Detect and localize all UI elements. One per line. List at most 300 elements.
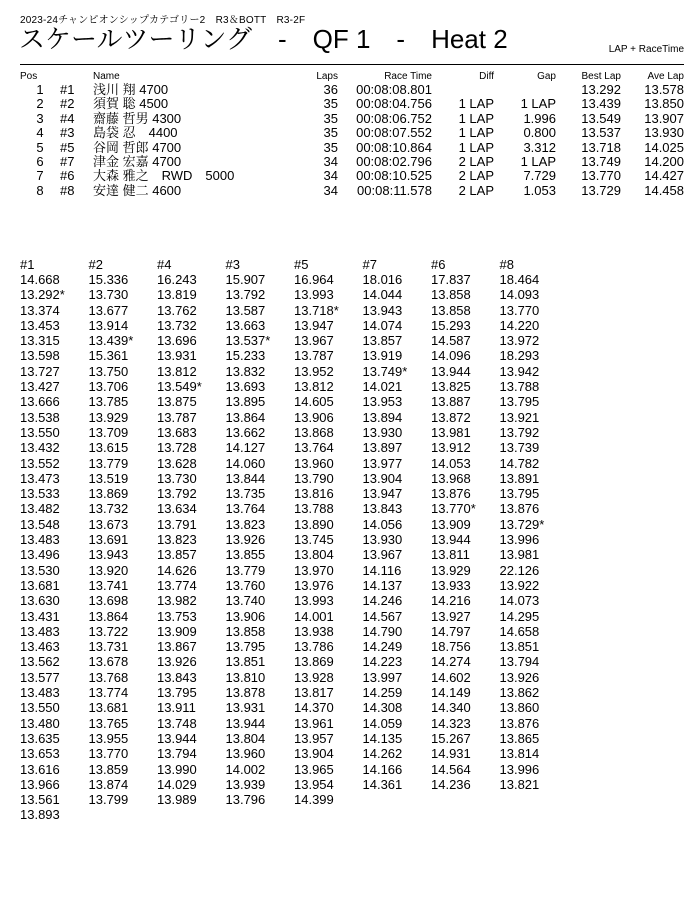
lap-time: 14.370 xyxy=(294,700,334,716)
lap-time: 13.944 xyxy=(431,532,471,548)
best-lap-cell: 13.770 xyxy=(581,168,621,184)
col-race-time: Race Time xyxy=(384,71,432,82)
lap-time: 13.864 xyxy=(225,409,266,425)
best-lap-cell: 13.537 xyxy=(581,125,621,141)
lap-time: 13.787 xyxy=(294,348,334,364)
lap-time: 13.634 xyxy=(157,501,197,517)
results-table xyxy=(20,70,684,198)
pos-cell: 5 xyxy=(36,139,44,155)
result-row xyxy=(20,83,684,97)
lap-time: 13.865 xyxy=(499,730,540,746)
lap-time: 18.293 xyxy=(499,348,540,364)
lap-time: 13.957 xyxy=(294,730,334,746)
lap-time: 13.374 xyxy=(20,302,60,318)
lap-column-header: #7 xyxy=(362,257,377,272)
lap-time: 13.930 xyxy=(362,532,403,548)
event-subtitle: 2023-24チャンピオンシップカテゴリー2 R3＆BOTT R3-2F xyxy=(20,15,306,26)
best-lap-cell: 13.439 xyxy=(581,96,621,112)
lap-time: 13.427 xyxy=(20,379,60,395)
lap-time: 13.869 xyxy=(88,486,129,502)
lap-time: 13.770* xyxy=(431,501,476,517)
lap-time: 13.483 xyxy=(20,623,60,639)
lap-time: 13.764 xyxy=(294,440,334,456)
lap-time: 13.562 xyxy=(20,654,60,670)
diff-cell: 1 LAP xyxy=(458,110,494,126)
lap-time: 13.796 xyxy=(225,792,266,808)
lap-time: 13.483 xyxy=(20,532,60,548)
lap-time: 13.698 xyxy=(88,593,129,609)
lap-column-header: #1 xyxy=(20,257,35,272)
lap-time: 13.691 xyxy=(88,532,129,548)
lap-time: 13.706 xyxy=(88,379,129,395)
lap-time: 13.976 xyxy=(294,577,334,593)
lap-time: 13.730 xyxy=(157,470,197,486)
lap-time: 13.878 xyxy=(225,685,266,701)
lap-time: 18.756 xyxy=(431,639,471,655)
pos-cell: 1 xyxy=(36,82,44,97)
lap-time: 13.960 xyxy=(225,746,266,762)
lap-time: 14.002 xyxy=(225,761,266,777)
lap-time: 14.127 xyxy=(225,440,266,456)
lap-time: 13.732 xyxy=(157,317,197,333)
lap-time: 14.166 xyxy=(362,761,403,777)
driver-name-cell: 島袋 忍 4400 xyxy=(93,125,178,141)
lap-time: 13.750 xyxy=(88,363,129,379)
lap-column xyxy=(294,258,363,823)
lap-time: 13.765 xyxy=(88,715,129,731)
lap-time: 13.996 xyxy=(499,532,540,548)
title-divider xyxy=(20,64,684,65)
gap-cell: 7.729 xyxy=(523,168,556,184)
lap-time: 13.779 xyxy=(88,455,129,471)
lap-time: 13.944 xyxy=(431,363,471,379)
lap-time: 13.740 xyxy=(225,593,266,609)
lap-time: 13.630 xyxy=(20,593,60,609)
lap-time: 13.795 xyxy=(499,486,540,502)
ave-lap-cell: 14.200 xyxy=(644,154,684,170)
lap-time: 13.929 xyxy=(88,409,129,425)
lap-time: 13.955 xyxy=(88,730,129,746)
lap-time: 17.837 xyxy=(431,272,471,287)
lap-time: 13.876 xyxy=(499,501,540,517)
lap-time: 13.844 xyxy=(225,470,266,486)
lap-time: 13.970 xyxy=(294,562,334,578)
lap-time: 13.463 xyxy=(20,639,60,655)
lap-time: 14.361 xyxy=(362,776,403,792)
lap-time: 13.961 xyxy=(294,715,334,731)
lap-time: 14.605 xyxy=(294,394,334,410)
best-lap-cell: 13.292 xyxy=(581,82,621,97)
lap-time: 13.696 xyxy=(157,333,197,349)
lap-time: 13.483 xyxy=(20,685,60,701)
lap-time: 13.785 xyxy=(88,394,129,410)
pos-cell: 6 xyxy=(36,154,44,170)
lap-time: 13.947 xyxy=(362,486,403,502)
col-pos: Pos xyxy=(20,71,38,82)
lap-time: 14.587 xyxy=(431,333,471,349)
pos-cell: 7 xyxy=(36,168,44,184)
lap-time: 13.906 xyxy=(225,608,266,624)
lap-time: 13.548 xyxy=(20,516,60,532)
lap-time: 13.944 xyxy=(157,730,197,746)
lap-time: 13.786 xyxy=(294,639,334,655)
lap-time: 13.315 xyxy=(20,333,60,349)
laps-cell: 36 xyxy=(323,82,338,97)
laps-cell: 35 xyxy=(323,125,338,141)
diff-cell: 1 LAP xyxy=(458,96,494,112)
lap-time: 13.953 xyxy=(362,394,403,410)
lap-time: 13.862 xyxy=(499,685,540,701)
lap-time: 13.453 xyxy=(20,317,60,333)
lap-time: 13.519 xyxy=(88,470,129,486)
lap-time: 14.116 xyxy=(362,562,402,578)
lap-time: 13.981 xyxy=(431,424,471,440)
lap-column-header: #6 xyxy=(431,257,446,272)
lap-time: 13.922 xyxy=(499,577,540,593)
lap-time: 13.997 xyxy=(362,669,403,685)
lap-times-grid xyxy=(20,258,568,823)
lap-time: 13.859 xyxy=(88,761,129,777)
lap-time: 13.851 xyxy=(499,639,540,655)
lap-time: 13.745 xyxy=(294,532,334,548)
lap-time: 14.074 xyxy=(362,317,403,333)
best-lap-cell: 13.718 xyxy=(581,139,621,155)
lap-time: 13.735 xyxy=(225,486,266,502)
lap-time: 13.931 xyxy=(225,700,266,716)
lap-time: 13.960 xyxy=(294,455,334,471)
lap-time: 14.323 xyxy=(431,715,471,731)
lap-time: 13.825 xyxy=(431,379,471,395)
lap-time: 13.791 xyxy=(157,516,197,532)
gap-cell: 1 LAP xyxy=(520,96,556,112)
lap-time: 13.817 xyxy=(294,685,334,701)
driver-name-cell: 谷岡 哲郎 4700 xyxy=(93,139,182,155)
lap-time: 13.816 xyxy=(294,486,334,502)
lap-time: 13.927 xyxy=(431,608,471,624)
driver-name-cell: 安達 健二 4600 xyxy=(93,182,182,198)
lap-time: 13.943 xyxy=(88,547,129,563)
lap-time: 14.790 xyxy=(362,623,403,639)
lap-time: 14.259 xyxy=(362,685,403,701)
ave-lap-cell: 13.930 xyxy=(644,125,684,141)
lap-time: 14.602 xyxy=(431,669,471,685)
lap-time: 13.794 xyxy=(499,654,540,670)
lap-time: 13.550 xyxy=(20,700,60,716)
pos-cell: 2 xyxy=(36,96,44,112)
lap-time: 14.340 xyxy=(431,700,471,716)
lap-time: 13.990 xyxy=(157,761,197,777)
lap-time: 14.059 xyxy=(362,715,403,731)
lap-time: 13.921 xyxy=(499,409,540,425)
result-row xyxy=(20,155,684,169)
lap-column xyxy=(20,258,89,823)
lap-time: 14.149 xyxy=(431,685,471,701)
lap-time: 13.929 xyxy=(431,562,471,578)
lap-time: 14.262 xyxy=(362,746,403,762)
lap-time: 13.731 xyxy=(88,639,129,655)
lap-time: 13.678 xyxy=(88,654,129,670)
lap-time: 13.792 xyxy=(225,287,266,303)
result-row xyxy=(20,112,684,126)
lap-time: 13.577 xyxy=(20,669,60,685)
col-gap: Gap xyxy=(537,71,556,82)
lap-time: 13.480 xyxy=(20,715,60,731)
lap-time: 13.966 xyxy=(20,776,60,792)
lap-time: 13.804 xyxy=(294,547,334,563)
lap-time: 13.787 xyxy=(157,409,197,425)
lap-time: 13.722 xyxy=(88,623,129,639)
lap-time: 13.728 xyxy=(157,440,197,456)
lap-column-header: #8 xyxy=(499,257,514,272)
lap-time: 13.794 xyxy=(157,746,197,762)
gap-cell: 1.996 xyxy=(523,110,556,126)
pos-cell: 8 xyxy=(36,182,44,198)
lap-time: 13.788 xyxy=(499,379,540,395)
lap-time: 13.868 xyxy=(294,424,334,440)
laps-cell: 34 xyxy=(323,154,338,170)
lap-time: 13.876 xyxy=(431,486,471,502)
lap-time: 13.635 xyxy=(20,730,60,746)
diff-cell: 2 LAP xyxy=(458,182,494,198)
lap-time: 13.864 xyxy=(88,608,129,624)
lap-time: 13.858 xyxy=(431,302,471,318)
lap-time: 13.897 xyxy=(362,440,403,456)
lap-time: 16.964 xyxy=(294,272,334,287)
diff-cell: 2 LAP xyxy=(458,168,494,184)
laps-cell: 35 xyxy=(323,139,338,155)
lap-time: 13.894 xyxy=(362,409,403,425)
lap-time: 13.906 xyxy=(294,409,334,425)
car-number-cell: #1 xyxy=(60,82,75,97)
lap-time: 13.967 xyxy=(362,547,403,563)
col-name: Name xyxy=(93,71,120,82)
lap-column xyxy=(226,258,295,823)
race-time-cell: 00:08:07.552 xyxy=(356,125,432,141)
lap-time: 13.968 xyxy=(431,470,471,486)
lap-time: 15.907 xyxy=(225,272,266,287)
lap-time: 14.021 xyxy=(362,379,403,395)
lap-time: 13.774 xyxy=(88,685,129,701)
lap-time: 13.729* xyxy=(499,516,545,532)
lap-time: 14.236 xyxy=(431,776,471,792)
lap-time: 13.790 xyxy=(294,470,334,486)
lap-time: 13.770 xyxy=(88,746,129,762)
lap-time: 14.626 xyxy=(157,562,197,578)
driver-name-cell: 津金 宏嘉 4700 xyxy=(93,154,182,170)
lap-time: 13.739 xyxy=(499,440,540,456)
lap-time: 14.931 xyxy=(431,746,471,762)
lap-time: 13.926 xyxy=(225,532,266,548)
lap-time: 13.952 xyxy=(294,363,334,379)
lap-time: 13.933 xyxy=(431,577,471,593)
lap-time: 13.832 xyxy=(225,363,266,379)
car-number-cell: #8 xyxy=(60,182,75,198)
lap-time: 13.867 xyxy=(157,639,197,655)
lap-time: 13.549* xyxy=(157,379,202,395)
race-time-cell: 00:08:10.525 xyxy=(356,168,432,184)
race-time-cell: 00:08:08.801 xyxy=(356,82,432,97)
lap-time: 13.875 xyxy=(157,394,197,410)
lap-time: 13.537* xyxy=(225,333,271,349)
lap-column xyxy=(500,258,569,823)
result-row xyxy=(20,141,684,155)
lap-time: 13.681 xyxy=(88,700,129,716)
race-time-cell: 00:08:04.756 xyxy=(356,96,432,112)
lap-time: 15.361 xyxy=(88,348,129,364)
race-time-cell: 00:08:02.796 xyxy=(356,154,432,170)
lap-time: 13.753 xyxy=(157,608,197,624)
lap-time: 13.914 xyxy=(88,317,129,333)
lap-time: 13.662 xyxy=(225,424,266,440)
lap-time: 13.996 xyxy=(499,761,540,777)
race-time-cell: 00:08:10.864 xyxy=(356,139,432,155)
lap-time: 14.216 xyxy=(431,593,471,609)
lap-time: 14.096 xyxy=(431,348,471,364)
driver-name-cell: 齋藤 哲男 4300 xyxy=(93,110,182,126)
col-best-lap: Best Lap xyxy=(581,71,621,82)
lap-time: 13.823 xyxy=(225,516,266,532)
laps-cell: 34 xyxy=(323,182,338,198)
result-row xyxy=(20,169,684,183)
lap-time: 13.993 xyxy=(294,593,334,609)
lap-time: 13.876 xyxy=(499,715,540,731)
lap-time: 13.891 xyxy=(499,470,540,486)
lap-column xyxy=(157,258,226,823)
lap-time: 13.931 xyxy=(157,348,197,364)
lap-time: 14.567 xyxy=(362,608,403,624)
lap-time: 15.233 xyxy=(225,348,266,364)
lap-time: 13.792 xyxy=(499,424,540,440)
lap-time: 14.658 xyxy=(499,623,540,639)
driver-name-cell: 大森 雅之 RWD 5000 xyxy=(93,168,235,184)
lap-time: 14.060 xyxy=(225,455,266,471)
lap-time: 13.812 xyxy=(294,379,334,395)
driver-name-cell: 浅川 翔 4700 xyxy=(93,82,169,97)
lap-time: 13.812 xyxy=(157,363,197,379)
lap-time: 13.967 xyxy=(294,333,334,349)
lap-time: 14.797 xyxy=(431,623,471,639)
lap-time: 14.399 xyxy=(294,792,334,808)
car-number-cell: #6 xyxy=(60,168,75,184)
car-number-cell: #5 xyxy=(60,139,75,155)
lap-time: 13.552 xyxy=(20,455,60,471)
lap-time: 13.919 xyxy=(362,348,403,364)
col-laps: Laps xyxy=(316,71,338,82)
lap-time: 13.942 xyxy=(499,363,540,379)
lap-time: 13.912 xyxy=(431,440,471,456)
lap-time: 13.768 xyxy=(88,669,129,685)
ave-lap-cell: 13.850 xyxy=(644,96,684,112)
laps-cell: 35 xyxy=(323,96,338,112)
lap-time: 13.814 xyxy=(499,746,540,762)
diff-cell: 1 LAP xyxy=(458,139,494,155)
lap-time: 13.887 xyxy=(431,394,471,410)
lap-time: 14.274 xyxy=(431,654,471,670)
page-title: スケールツーリング - QF 1 - Heat 2 xyxy=(19,24,508,54)
lap-time: 13.663 xyxy=(225,317,266,333)
lap-time: 13.760 xyxy=(225,577,266,593)
lap-time: 13.939 xyxy=(225,776,266,792)
lap-time: 14.782 xyxy=(499,455,540,471)
lap-time: 13.857 xyxy=(157,547,197,563)
lap-time: 13.770 xyxy=(499,302,540,318)
lap-time: 13.683 xyxy=(157,424,197,440)
lap-time: 13.911 xyxy=(157,700,196,716)
diff-cell: 1 LAP xyxy=(458,125,494,141)
gap-cell: 3.312 xyxy=(523,139,556,155)
car-number-cell: #3 xyxy=(60,125,75,141)
lap-time: 13.857 xyxy=(362,333,403,349)
lap-time: 13.804 xyxy=(225,730,266,746)
car-number-cell: #7 xyxy=(60,154,75,170)
gap-cell: 0.800 xyxy=(523,125,556,141)
car-number-cell: #2 xyxy=(60,96,75,112)
lap-time: 13.741 xyxy=(88,577,129,593)
lap-time: 13.496 xyxy=(20,547,60,563)
lap-time: 13.895 xyxy=(225,394,266,410)
lap-time: 13.533 xyxy=(20,486,60,502)
lap-time: 18.016 xyxy=(362,272,403,287)
lap-time: 13.904 xyxy=(362,470,403,486)
lap-time: 13.530 xyxy=(20,562,60,578)
lap-time: 13.977 xyxy=(362,455,403,471)
lap-time: 13.872 xyxy=(431,409,471,425)
lap-time: 13.718* xyxy=(294,302,339,318)
lap-time: 13.890 xyxy=(294,516,334,532)
lap-time: 13.673 xyxy=(88,516,129,532)
lap-time: 13.792 xyxy=(157,486,197,502)
lap-time: 13.943 xyxy=(362,302,403,318)
lap-time: 13.981 xyxy=(499,547,540,563)
lap-time: 13.628 xyxy=(157,455,197,471)
lap-time: 13.653 xyxy=(20,746,60,762)
result-row xyxy=(20,97,684,111)
lap-time: 13.730 xyxy=(88,287,129,303)
lap-time: 13.795 xyxy=(499,394,540,410)
lap-time: 22.126 xyxy=(499,562,540,578)
pos-cell: 3 xyxy=(36,110,44,126)
ave-lap-cell: 14.025 xyxy=(644,139,684,155)
lap-time: 13.920 xyxy=(88,562,129,578)
col-ave-lap: Ave Lap xyxy=(647,71,684,82)
lap-time: 13.893 xyxy=(20,807,60,823)
lap-time: 13.550 xyxy=(20,424,60,440)
lap-time: 13.666 xyxy=(20,394,60,410)
lap-time: 13.732 xyxy=(88,501,129,517)
laps-cell: 35 xyxy=(323,110,338,126)
lap-time: 14.668 xyxy=(20,272,60,287)
lap-column xyxy=(363,258,432,823)
lap-time: 13.748 xyxy=(157,715,197,731)
lap-time: 14.223 xyxy=(362,654,403,670)
lap-time: 13.788 xyxy=(294,501,334,517)
result-row xyxy=(20,126,684,140)
lap-time: 13.795 xyxy=(225,639,266,655)
report-mode-label: LAP + RaceTime xyxy=(608,44,684,55)
lap-time: 13.928 xyxy=(294,669,334,685)
lap-time: 13.944 xyxy=(225,715,266,731)
lap-time: 14.053 xyxy=(431,455,471,471)
lap-time: 13.821 xyxy=(499,776,540,792)
lap-time: 13.982 xyxy=(157,593,197,609)
lap-time: 15.267 xyxy=(431,730,471,746)
lap-time: 13.954 xyxy=(294,776,334,792)
lap-time: 13.904 xyxy=(294,746,334,762)
lap-time: 13.874 xyxy=(88,776,129,792)
lap-time: 13.561 xyxy=(20,792,60,808)
diff-cell: 2 LAP xyxy=(458,154,494,170)
lap-time: 13.709 xyxy=(88,424,129,440)
